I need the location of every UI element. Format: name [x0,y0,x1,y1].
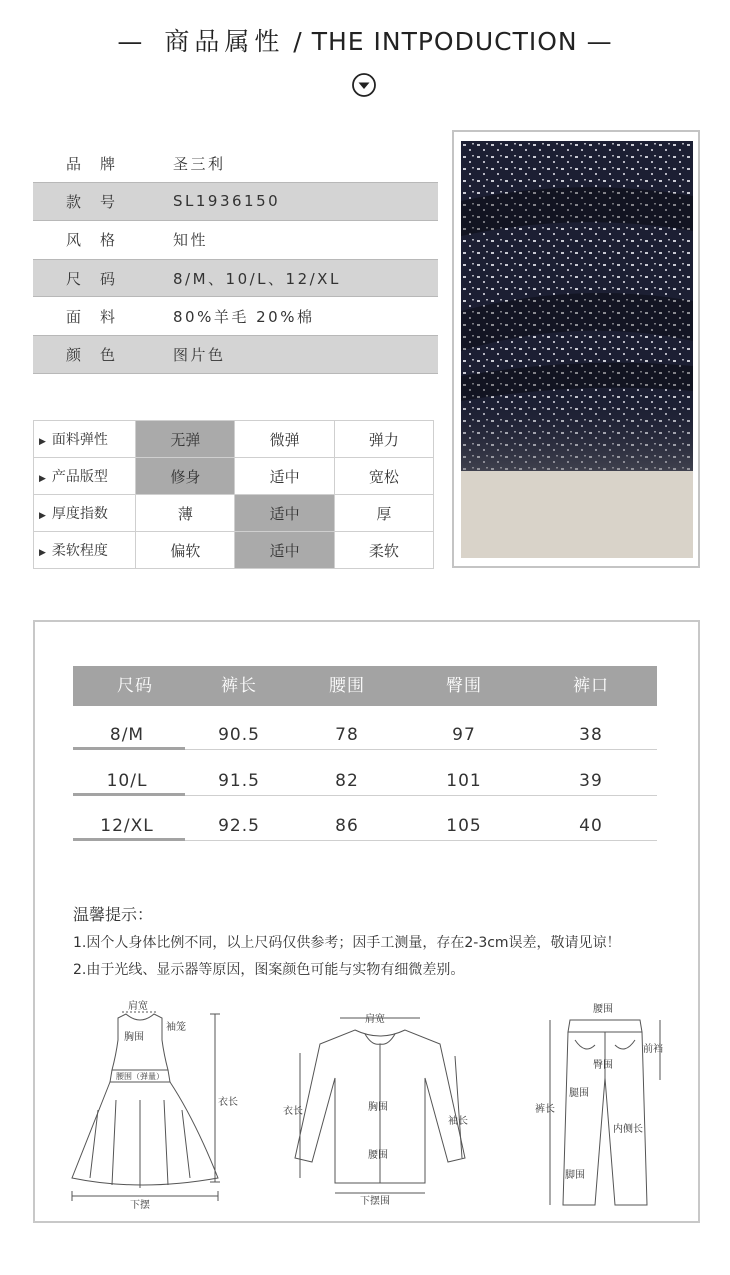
triangle-right-icon: ▶ [39,511,46,521]
size-cell: 105 [446,816,482,836]
pants-measurement-diagram [535,1000,675,1210]
size-table-row [73,750,657,796]
shirt-sleeve-label: 袖长 [448,1116,468,1127]
feature-option: 偏软 [136,532,235,569]
attr-value: 圣三利 [173,154,226,173]
triangle-right-icon: ▶ [39,437,46,447]
tips-title: 温馨提示： [73,905,154,924]
dress-shoulder-label: 肩宽 [128,1001,148,1012]
dress-waist-label: 腰围（弹量） [116,1072,164,1081]
attr-key: 品牌 [66,154,135,173]
attr-row-style-no [33,182,438,220]
dress-measurement-diagram [60,1000,238,1211]
size-cell: 92.5 [218,816,260,836]
size-header-cell: 裤口 [573,676,609,696]
feature-option: 薄 [136,495,235,532]
attr-value: 80%羊毛 20%棉 [173,307,315,326]
feature-label [34,421,136,458]
triangle-right-icon: ▶ [39,548,46,558]
feature-label-text: 面料弹性 [51,432,108,448]
size-table-header [73,666,657,706]
size-header-cell: 尺码 [117,676,153,696]
size-header-cell: 臀围 [446,676,482,696]
feature-option: 无弹 [136,421,235,458]
pants-leg-opening-label: 脚围 [565,1170,585,1181]
chevron-down-circle-icon [351,72,377,98]
fabric-photo [461,141,693,558]
attr-value: SL1936150 [173,192,281,211]
dress-hem-label: 下摆 [130,1200,150,1211]
fabric-photo-frame [452,130,700,568]
attr-row-style [33,221,438,259]
title-dash-right: — [586,27,613,56]
attr-key: 风格 [66,231,135,250]
size-cell: 86 [335,816,359,836]
title-cn: 商品属性 [164,27,285,56]
attr-value: 图片色 [173,346,226,365]
pants-length-label: 裤长 [535,1104,555,1115]
size-cell: 8/M [109,725,145,745]
feature-row-fit [34,458,434,495]
attr-row-brand [33,144,438,182]
feature-option: 适中 [235,495,334,532]
shirt-chest-label: 胸围 [368,1102,388,1113]
size-cell: 38 [579,725,603,745]
pants-hip-label: 臀围 [593,1060,613,1071]
pants-waist-label: 腰围 [593,1004,613,1015]
size-cell: 97 [452,725,476,745]
feature-label [34,458,136,495]
feature-option: 适中 [235,532,334,569]
pants-inseam-label: 内侧长 [613,1124,643,1135]
section-title [0,22,730,62]
size-header-cell: 裤长 [221,676,257,696]
attr-value: 8/M、10/L、12/XL [173,269,341,288]
shirt-length-label: 衣长 [283,1106,303,1117]
feature-grid [33,420,434,569]
feature-option: 适中 [235,458,334,495]
feature-label [34,495,136,532]
attr-key: 款号 [66,192,135,211]
attr-key: 面料 [66,307,135,326]
feature-option: 弹力 [334,421,433,458]
size-chart-card [33,620,700,1223]
shirt-hem-label: 下摆围 [360,1196,390,1207]
title-en: THE INTPODUCTION [311,27,578,56]
title-dash-left: — [117,27,144,56]
size-cell: 12/XL [100,816,154,836]
row-accent-bar [73,838,185,841]
size-cell: 90.5 [218,725,260,745]
attr-key: 颜色 [66,346,135,365]
size-header-cell: 腰围 [329,676,365,696]
title-separator: / [284,27,312,56]
section-header [0,22,730,62]
triangle-right-icon: ▶ [39,474,46,484]
attr-key: 尺码 [66,269,135,288]
attr-value: 知性 [173,231,209,250]
feature-option: 修身 [136,458,235,495]
feature-label-text: 厚度指数 [51,506,108,522]
size-cell: 40 [579,816,603,836]
tip-line: 2.由于光线、显示器等原因，图案颜色可能与实物有细微差别。 [73,962,465,978]
feature-option: 厚 [334,495,433,532]
attr-row-color [33,335,438,373]
size-cell: 91.5 [218,771,260,791]
feature-label-text: 柔软程度 [51,543,108,559]
feature-label [34,532,136,569]
feature-row-elasticity [34,421,434,458]
size-cell: 82 [335,771,359,791]
size-table-row [73,704,657,750]
attr-row-size [33,259,438,297]
feature-row-thickness [34,495,434,532]
feature-option: 柔软 [334,532,433,569]
attr-row-fabric [33,297,438,335]
shirt-waist-label: 腰围 [368,1150,388,1161]
dress-length-label: 衣长 [218,1097,238,1108]
pants-thigh-label: 腿围 [569,1088,589,1099]
size-cell: 39 [579,771,603,791]
tip-line: 1.因个人身体比例不同，以上尺码仅供参考；因手工测量，存在2-3cm误差，敬请见谅！ [73,935,621,951]
dress-armhole-label: 袖笼 [166,1022,186,1033]
shirt-measurement-diagram [280,1008,480,1208]
feature-option: 宽松 [334,458,433,495]
feature-row-softness [34,532,434,569]
feature-label-text: 产品版型 [51,469,108,485]
size-table-row [73,795,657,841]
shirt-shoulder-label: 肩宽 [365,1014,385,1025]
dress-chest-label: 胸围 [124,1032,144,1043]
size-cell: 10/L [106,771,148,791]
size-cell: 101 [446,771,482,791]
pants-rise-label: 前裆 [643,1044,663,1055]
size-cell: 78 [335,725,359,745]
attribute-list [33,144,438,374]
feature-option: 微弹 [235,421,334,458]
